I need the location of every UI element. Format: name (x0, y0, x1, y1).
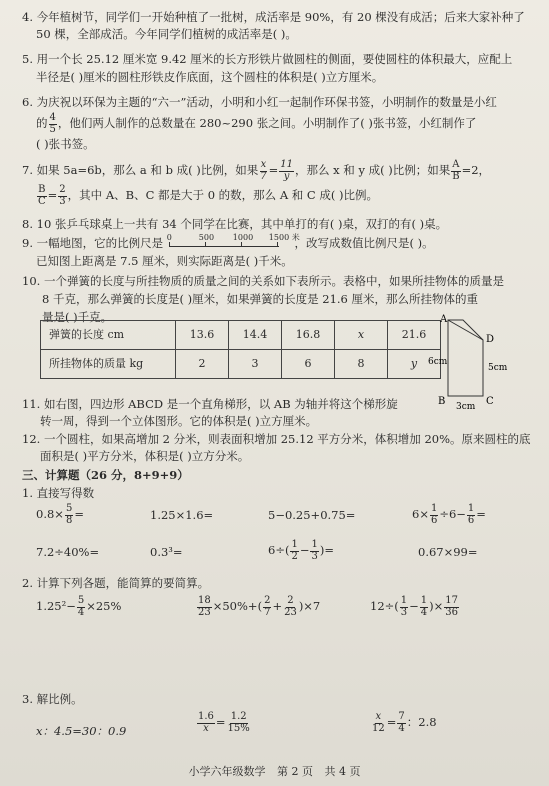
label-left: 6cm (428, 357, 448, 367)
calc1-a1: 0.8× $\frac{5}{8}$ = (36, 503, 84, 526)
footer-total: 共 4 页 (324, 765, 361, 778)
q9-line1: 9. 一幅地图，它的比例尺是 0 500 1000 1500 米 ，改写成数值比例尺是( )。 (22, 233, 434, 250)
q11-line2: 转一周，得到一个立体图形。它的体积是( )立方厘米。 (40, 414, 318, 428)
calc1-b1: 7.2÷40%= (36, 545, 100, 559)
calc2-title: 2. 计算下列各题，能简算的要简算。 (22, 576, 210, 590)
q8-text: 8. 10 张乒乓球桌上一共有 34 个同学在比赛，其中单打的有( )桌，双打的有( )桌。 (22, 217, 448, 231)
calc3-d2: $\frac{1.6}{x}$ = $\frac{1.2}{15\%}$ (198, 711, 250, 734)
calc3-title: 3. 解比例。 (22, 692, 83, 706)
calc1-a3: 5−0.25+0.75= (268, 508, 356, 522)
calc1-a4: 6× $\frac{1}{6}$ ÷6− $\frac{1}{6}$ = (412, 503, 486, 526)
q6-line1: 6. 为庆祝以环保为主题的“六一”活动，小明和小红一起制作环保书签，小明制作的数量是小红 (22, 95, 497, 109)
footer-grade: 小学六年级数学 (188, 765, 266, 778)
label-bottom: 3cm (456, 402, 476, 412)
label-d: D (486, 334, 495, 345)
page-footer (0, 765, 549, 779)
q6-fraction: $\frac{4}{5}$ (49, 112, 56, 135)
q7-line1: 7. 如果 5a=6b，那么 a 和 b 成( )比例，如果 $\frac{x}{7}$ = $\frac{11}{y}$ ，那么 x 和 y 成( )比例；如果 $\frac{A}{B}$ =2， (22, 159, 491, 182)
label-a: A (440, 314, 448, 325)
q9-line2: 已知图上距离是 7.5 厘米，则实际距离是( )千米。 (36, 254, 293, 268)
calc1-b3: 6÷( $\frac{1}{2}$ − $\frac{1}{3}$ )= (268, 539, 334, 562)
q6-line2: 的 $\frac{4}{5}$ ，他们两人制作的总数量在 280~290 张之间。小明制作了( )张书签，小红制作了 (36, 112, 477, 135)
q10-line3: 量是( )千克。 (42, 310, 113, 324)
q10-line1: 10. 一个弹簧的长度与所挂物质的质量之间的关系如下表所示。表格中，如果所挂物体的质量是 (22, 274, 504, 288)
calc1-title: 1. 直接写得数 (22, 486, 95, 500)
label-right: 5cm (488, 363, 508, 373)
label-b: B (438, 396, 446, 407)
spring-table (40, 320, 441, 379)
table-row: 所挂物体的质量 kg 2 3 6 8 y (41, 350, 441, 379)
calc3-d3: $\frac{x}{12}$ = $\frac{7}{4}$ ：2.8 (372, 711, 437, 734)
calc3-d1: x：4.5=30：0.9 (36, 724, 127, 738)
footer-page: 第 2 页 (277, 765, 313, 778)
q12-line2: 面积是( )平方分米，体积是( )立方分米。 (40, 449, 250, 463)
calc1-b4: 0.67×99= (418, 545, 478, 559)
calc2-c1: 1.25²− $\frac{5}{4}$ ×25% (36, 595, 122, 618)
q5-line1: 5. 用一个长 25.12 厘米宽 9.42 厘米的长方形铁片做圆柱的侧面，要使圆柱的体积最大，应配上 (22, 52, 513, 66)
q4-line1: 4. 今年植树节，同学们一开始种植了一批树，成活率是 90%，有 20 棵没有成活；后来大家补种了 (22, 10, 525, 24)
label-c: C (486, 396, 494, 407)
calc1-a2: 1.25×1.6= (150, 508, 214, 522)
calc2-c3: 12÷( $\frac{1}{3}$ − $\frac{1}{4}$ )× $\frac{17}{36}$ (370, 595, 459, 618)
q6-line3: ( )张书签。 (36, 137, 95, 151)
q10-line2: 8 千克，那么弹簧的长度是( )厘米，如果弹簧的长度是 21.6 厘米，那么所挂物体的重 (42, 292, 479, 306)
table-row: 弹簧的长度 cm 13.6 14.4 16.8 x 21.6 (41, 321, 441, 350)
calc2-c2: $\frac{18}{23}$ ×50%+( $\frac{2}{7}$ + $\frac{2}{23}$ )×7 (198, 595, 321, 618)
q7-line2: $\frac{B}{C}$ = $\frac{2}{3}$ ，其中 A、B、C 都是大于 0 的数，那么 A 和 C 成( )比例。 (38, 184, 379, 207)
q12-line1: 12. 一个圆柱，如果高增加 2 分米，则表面积增加 25.12 平方分米，体积增加 20%。原来圆柱的底 (22, 432, 531, 446)
section-title: 三、计算题（26 分，8+9+9） (22, 468, 189, 482)
map-scale-bar: 0 500 1000 1500 米 (169, 237, 289, 251)
calc1-b2: 0.3³= (150, 545, 183, 559)
q4-line2: 50 棵，全部成活。今年同学们植树的成活率是( )。 (36, 27, 297, 41)
q5-line2: 半径是( )厘米的圆柱形铁皮作底面，这个圆柱的体积是( )立方厘米。 (36, 70, 384, 84)
q11-line1: 11. 如右图，四边形 ABCD 是一个直角梯形，以 AB 为轴并将这个梯形旋 (22, 397, 398, 411)
